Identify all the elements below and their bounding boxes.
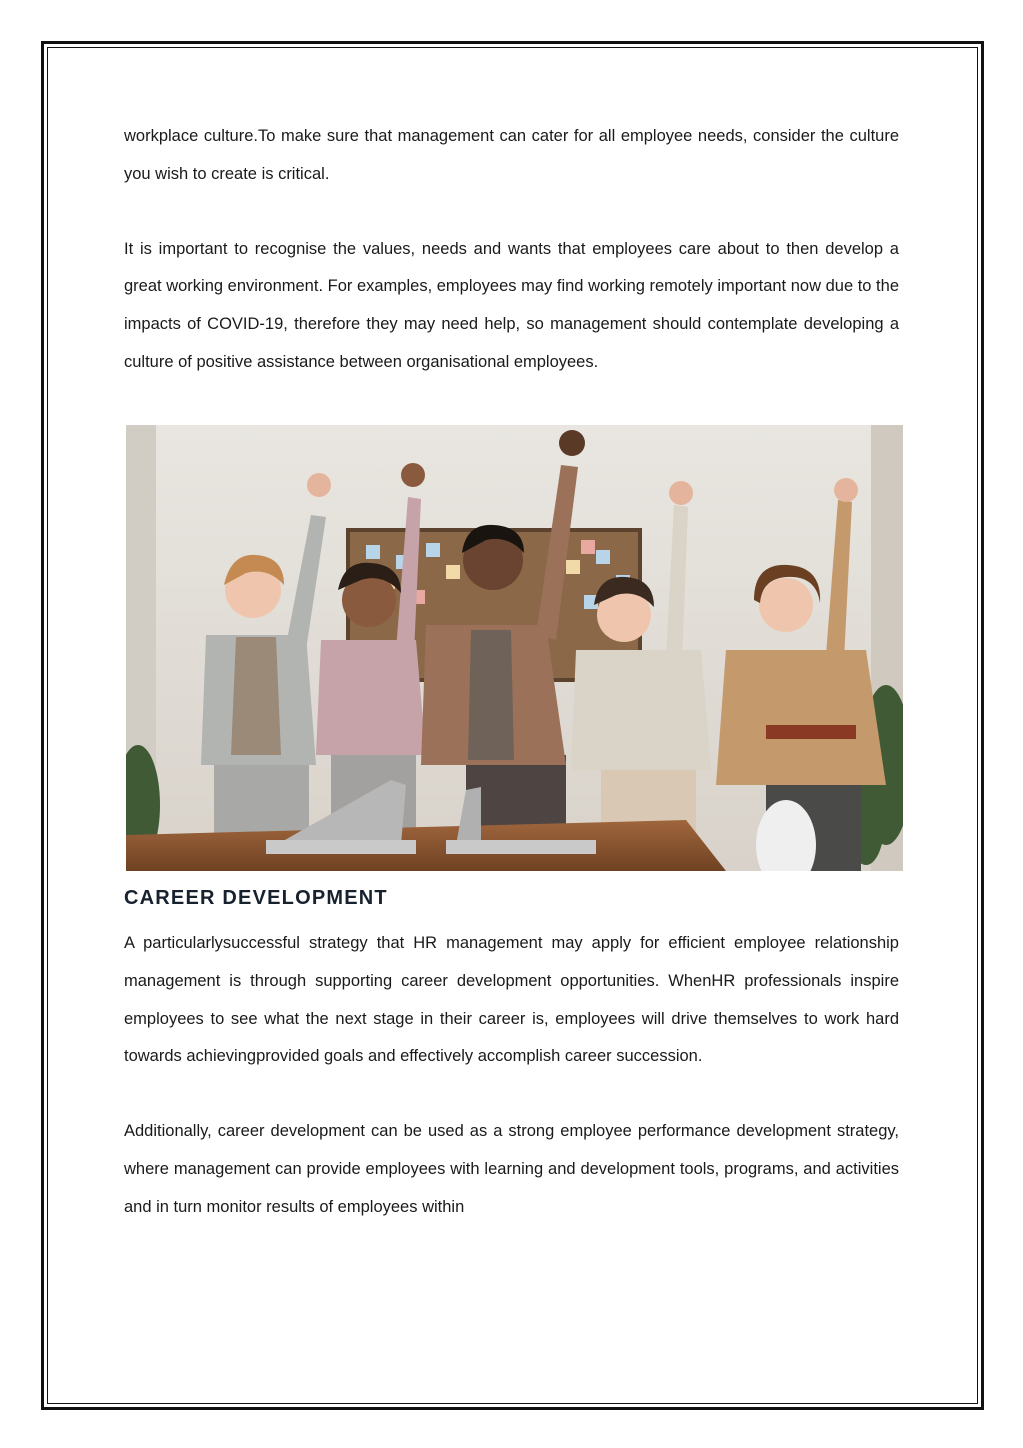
career-text-block: [124, 925, 899, 1227]
paragraph-performance-development: Additionally, career development can be used as a strong employee performance development strategy, where management can provide employees with learning and development tools, programs, and activities and in turn monitor results of employees within: [124, 1122, 899, 1216]
team-celebration-illustration: [126, 425, 903, 871]
top-text-block: [124, 118, 899, 382]
section-heading-career-development: CAREER DEVELOPMENT: [124, 887, 388, 909]
paragraph-career-strategy: A particularlysuccessful strategy that HR management may apply for efficient employee relationship management is through supporting career development opportunities. WhenHR professionals inspire employees to see what the next stage in their career is, employees will drive themselves to work hard towards achievingprovided goals and effectively accomplish career succession.: [124, 934, 899, 1066]
team-celebration-photo: [126, 425, 903, 871]
paragraph-workplace-culture: workplace culture.To make sure that management can cater for all employee needs, consider the culture you wish to create is critical.: [124, 127, 899, 183]
paragraph-employee-values: It is important to recognise the values, needs and wants that employees care about to then develop a great working environment. For examples, employees may find working remotely important now due to the impacts of COVID-19, therefore they may need help, so management should contemplate developing a culture of positive assistance between organisational employees.: [124, 239, 899, 371]
